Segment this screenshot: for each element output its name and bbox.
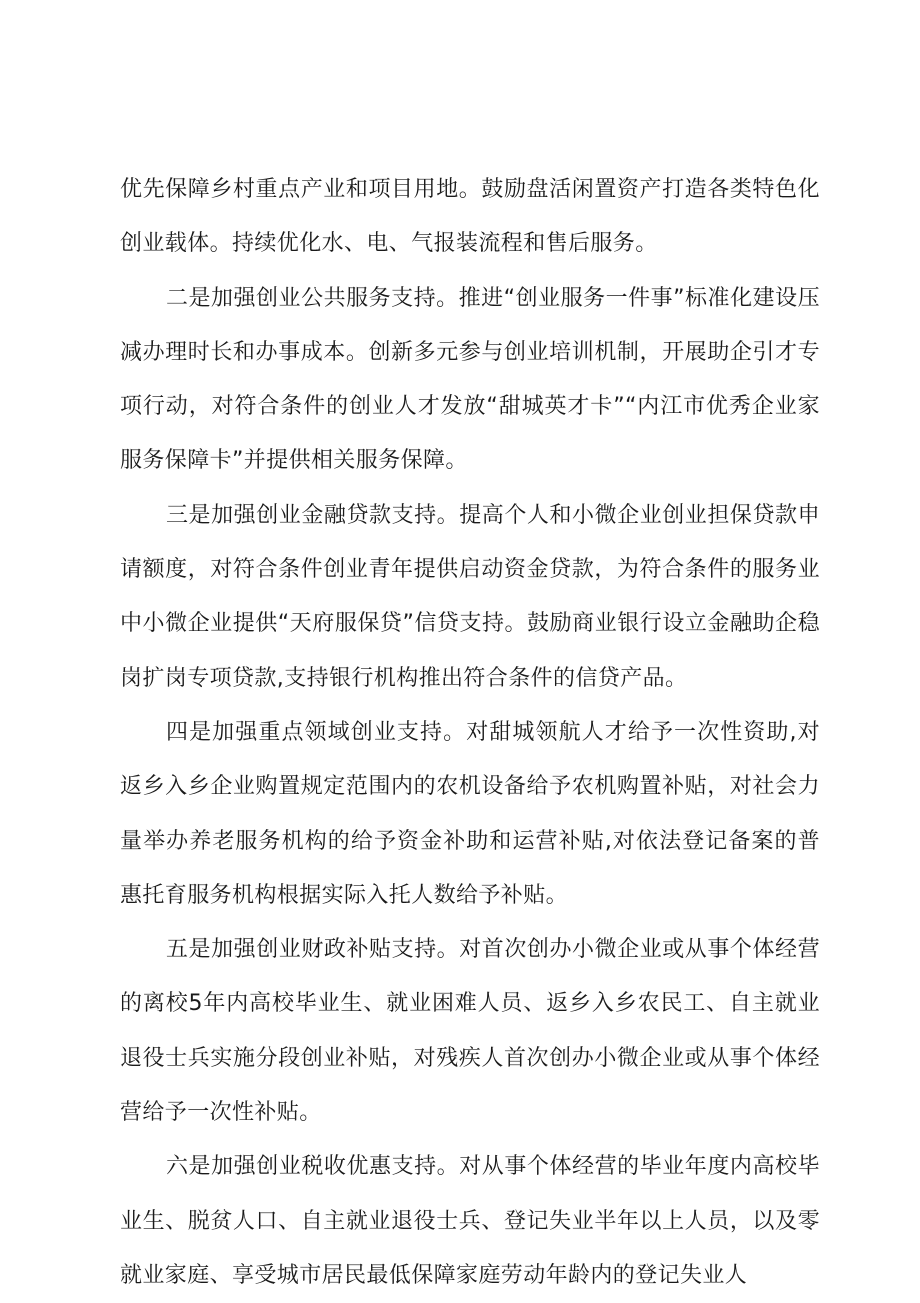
paragraph-financial-loan: 三是加强创业金融贷款支持。提高个人和小微企业创业担保贷款申请额度，对符合条件创业青年提供启动资金贷款，为符合条件的服务业中小微企业提供“天府服保贷”信贷支持。鼓励商业银行设立金融助企稳岗扩岗专项贷款,支持银行机构推出符合条件的信贷产品。 (120, 502, 820, 691)
paragraph-public-service: 二是加强创业公共服务支持。推进“创业服务一件事”标准化建设压减办理时长和办事成本。创新多元参与创业培训机制，开展助企引才专项行动，对符合条件的创业人才发放“甜城英才卡”“内江市优秀企业家服务保障卡”并提供相关服务保障。 (120, 285, 820, 474)
paragraph-key-fields: 四是加强重点领域创业支持。对甜城领航人才给予一次性资助,对返乡入乡企业购置规定范围内的农机设备给予农机购置补贴，对社会力量举办养老服务机构的给予资金补助和运营补贴,对依法登记备案的普惠托育服务机构根据实际入托人数给予补贴。 (120, 719, 820, 908)
paragraph-fiscal-subsidy: 五是加强创业财政补贴支持。对首次创办小微企业或从事个体经营的离校5年内高校毕业生、就业困难人员、返乡入乡农民工、自主就业退役士兵实施分段创业补贴，对残疾人首次创办小微企业或从事个体经营给予一次性补贴。 (120, 937, 820, 1126)
document-body (120, 163, 820, 1303)
paragraph-continuation: 优先保障乡村重点产业和项目用地。鼓励盘活闲置资产打造各类特色化创业载体。持续优化水、电、气报装流程和售后服务。 (120, 177, 820, 257)
paragraph-tax-incentive: 六是加强创业税收优惠支持。对从事个体经营的毕业年度内高校毕业生、脱贫人口、自主就业退役士兵、登记失业半年以上人员，以及零就业家庭、享受城市居民最低保障家庭劳动年龄内的登记失业人 (120, 1154, 820, 1288)
